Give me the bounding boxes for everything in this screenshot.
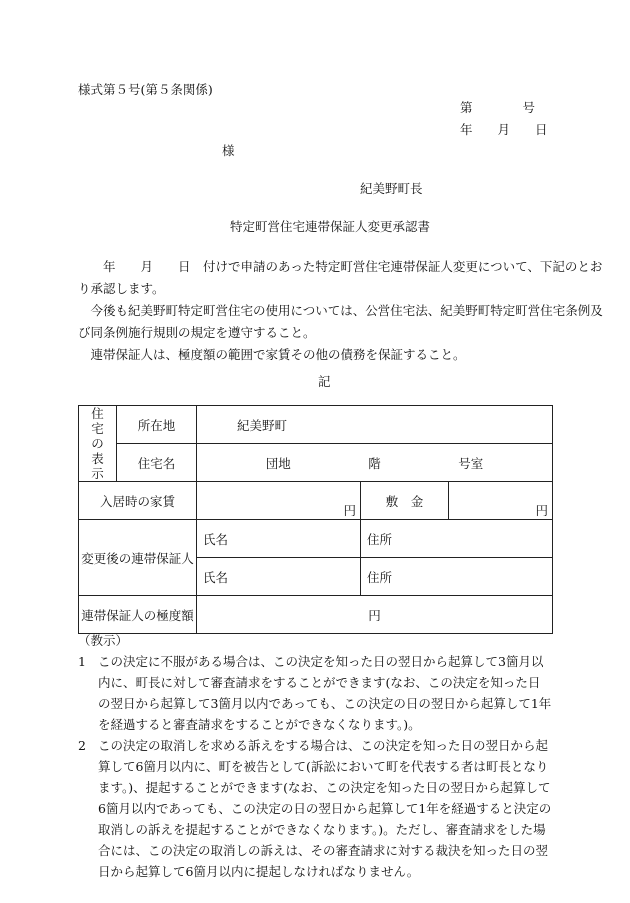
body-line: 年 月 日 付けで申請のあった特定町営住宅連帯保証人変更について、下記のとお [78, 259, 603, 274]
location-value: 紀美野町 [197, 406, 553, 444]
document-title: 特定町営住宅連帯保証人変更承認書 [230, 219, 431, 234]
housing-table [78, 405, 553, 634]
rent-label: 入居時の家賃 [79, 482, 197, 520]
guarantor-address-1: 住所 [361, 520, 553, 558]
body-line: 今後も紀美野町特定町営住宅の使用については、公営住宅法、紀美野町特定町営住宅条例及 [78, 303, 603, 318]
ki-label: 記 [318, 374, 331, 389]
housing-header: 住 宅 の 表 示 [79, 406, 117, 482]
guarantor-address-2: 住所 [361, 558, 553, 596]
room-label: 号室 [458, 455, 484, 471]
floor-label: 階 [368, 455, 381, 471]
note-item [78, 735, 552, 882]
note-number: 2 [78, 738, 86, 753]
note-item [78, 651, 552, 735]
limit-label: 連帯保証人の極度額 [79, 596, 197, 634]
limit-yen: 円 [197, 596, 553, 634]
danchi-label: 団地 [265, 455, 291, 471]
guarantor-label: 変更後の連帯保証人 [79, 520, 197, 596]
body-text [78, 256, 603, 366]
form-label: 様式第５号(第５条関係) [78, 82, 213, 97]
notes-heading: （教示） [78, 633, 129, 648]
deposit-yen: 円 [449, 482, 553, 520]
date-line: 年 月 日 [460, 122, 548, 137]
guarantor-name-1: 氏名 [197, 520, 361, 558]
notes [78, 630, 552, 882]
housing-name-label: 住宅名 [117, 444, 197, 482]
deposit-label: 敷 金 [361, 482, 449, 520]
note-number: 1 [78, 654, 86, 669]
housing-name-value [197, 444, 553, 482]
rent-yen: 円 [197, 482, 361, 520]
body-line: び同条例施行規則の規定を遵守すること。 [78, 325, 316, 340]
note-text: この決定の取消しを求める訴えをする場合は、この決定を知った日の翌日から起算して6箇月以内に、町を被告として(訴訟において町を代表する者は町長となります。)、提起することができます(なお、この決定を知った日の翌日から起算して6箇月以内であっても、この決定の日の翌日から起算して1年を経過すると決定の取消しの訴えを提起することができなくなります。)。ただし、審査請求をした場合には、この決定の取消しの訴えは、その審査請求に対する裁決を知った日の翌日から起算して6箇月以内に提起しなければなりません。 [98, 738, 552, 879]
number-line: 第 号 [460, 100, 536, 115]
note-text: この決定に不服がある場合は、この決定を知った日の翌日から起算して3箇月以内に、町長に対して審査請求をすることができます(なお、この決定を知った日の翌日から起算して3箇月以内であっても、この決定の日の翌日から起算して1年を経過すると審査請求をすることができなくなります。)。 [98, 654, 552, 732]
location-label: 所在地 [117, 406, 197, 444]
issuer: 紀美野町長 [360, 181, 423, 196]
body-line: り承認します。 [78, 281, 165, 296]
body-line: 連帯保証人は、極度額の範囲で家賃その他の債務を保証すること。 [78, 347, 466, 362]
addressee-suffix: 様 [222, 143, 235, 158]
guarantor-name-2: 氏名 [197, 558, 361, 596]
